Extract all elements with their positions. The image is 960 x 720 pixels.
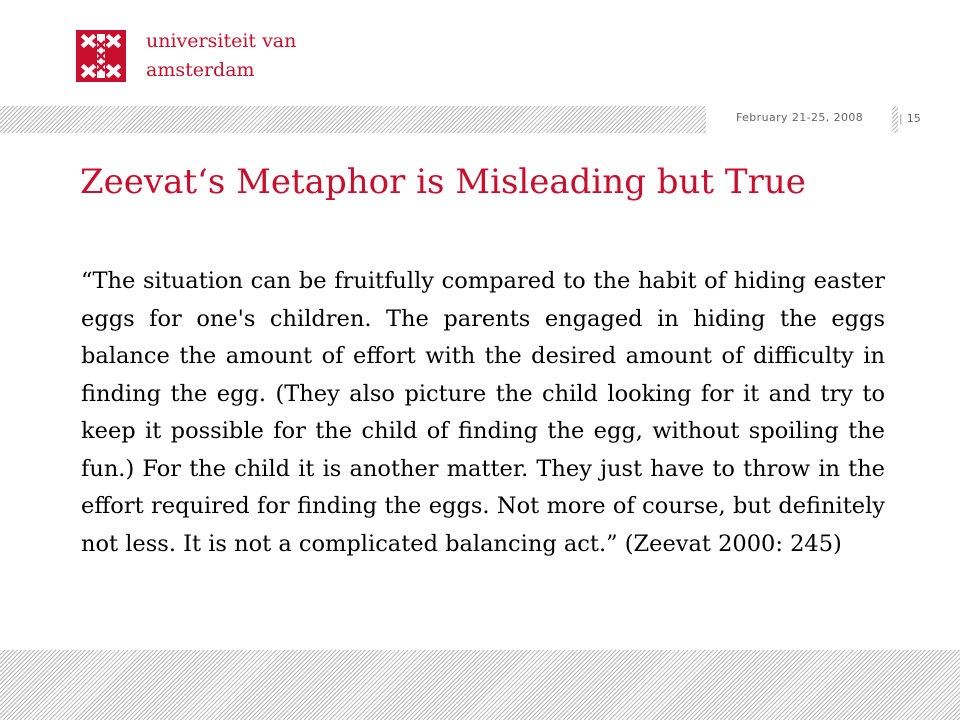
- page-number: [899, 112, 921, 125]
- presentation-date: February 21-25, 2008: [736, 111, 864, 124]
- page-separator: |: [899, 112, 903, 125]
- page-number-value: 15: [906, 112, 921, 125]
- university-name: [146, 27, 346, 85]
- university-crest-icon: [76, 30, 126, 82]
- university-name-line-2: amsterdam: [146, 59, 255, 81]
- university-name-line-1: universiteit van: [146, 30, 297, 52]
- slide-title: Zeevat‘s Metaphor is Misleading but True: [80, 162, 806, 202]
- quote-text: “The situation can be fruitfully compared to the habit of hiding easter eggs for one's children. The parents engaged in hiding the eggs balance the amount of effort with the desired amount of difficulty in finding the egg. (They also picture the child looking for it and try to keep it possible for the child of finding the egg, without spoiling the fun.) For the child it is another matter. They just have to throw in the effort required for finding the eggs. Not more of course, but definitely not less. It is not a complicated balancing act.” (Zeevat 2000: 245): [81, 268, 885, 557]
- footer-stripe-band: [0, 650, 960, 720]
